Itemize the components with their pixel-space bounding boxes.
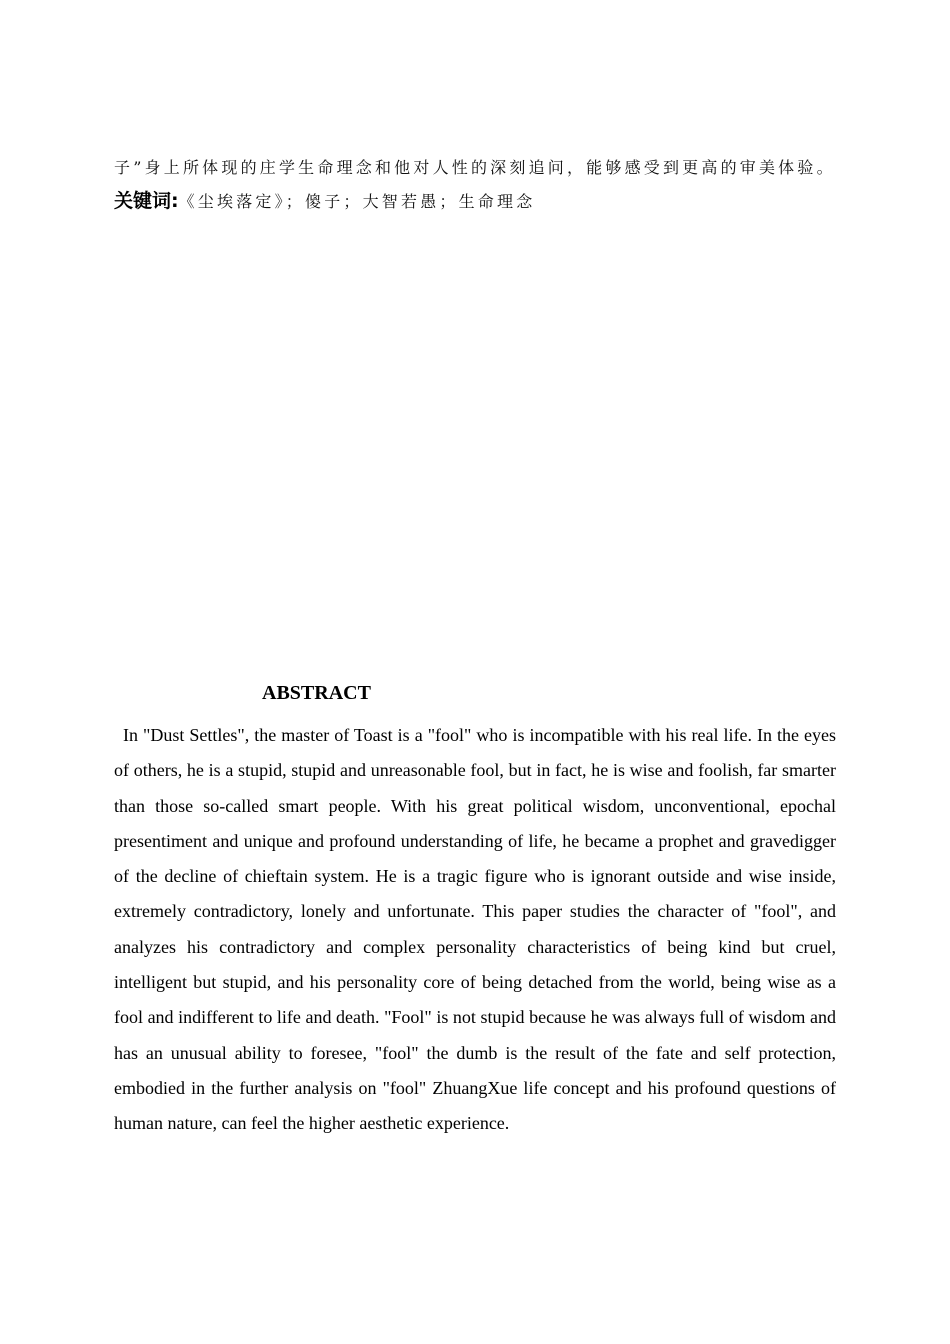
chinese-abstract-last-line: 子”身上所体现的庄学生命理念和他对人性的深刻追问，能够感受到更高的审美体验。 [114, 158, 836, 177]
keywords-line [114, 188, 844, 216]
abstract-body: In "Dust Settles", the master of Toast is a "fool" who is incompatible with his real life. In the eyes of others, he is a stupid, stupid and unreasonable fool, but in fact, he is wise and foolish, far smarter than those so-called smart people. With his great political wisdom, unconventional, epochal presentiment and unique and profound understanding of life, he became a prophet and gravedigger of the decline of chieftain system. He is a tragic figure who is ignorant outside and wise inside, extremely contradictory, lonely and unfortunate. This paper studies the character of "fool", and analyzes his contradictory and complex personality characteristics of being kind but cruel, intelligent but stupid, and his personality core of being detached from the world, being wise as a fool and indifferent to life and death. "Fool" is not stupid because he was always full of wisdom and has an unusual ability to foresee, "fool" the dumb is the result of the fate and self protection, embodied in the further analysis on "fool" ZhuangXue life concept and his profound questions of human nature, can feel the higher aesthetic experience. [114, 725, 836, 1134]
keywords-label: 关键词: [114, 190, 179, 212]
keywords-text: 《尘埃落定》；傻子；大智若愚；生命理念 [178, 192, 536, 211]
abstract-title: ABSTRACT [262, 682, 371, 704]
